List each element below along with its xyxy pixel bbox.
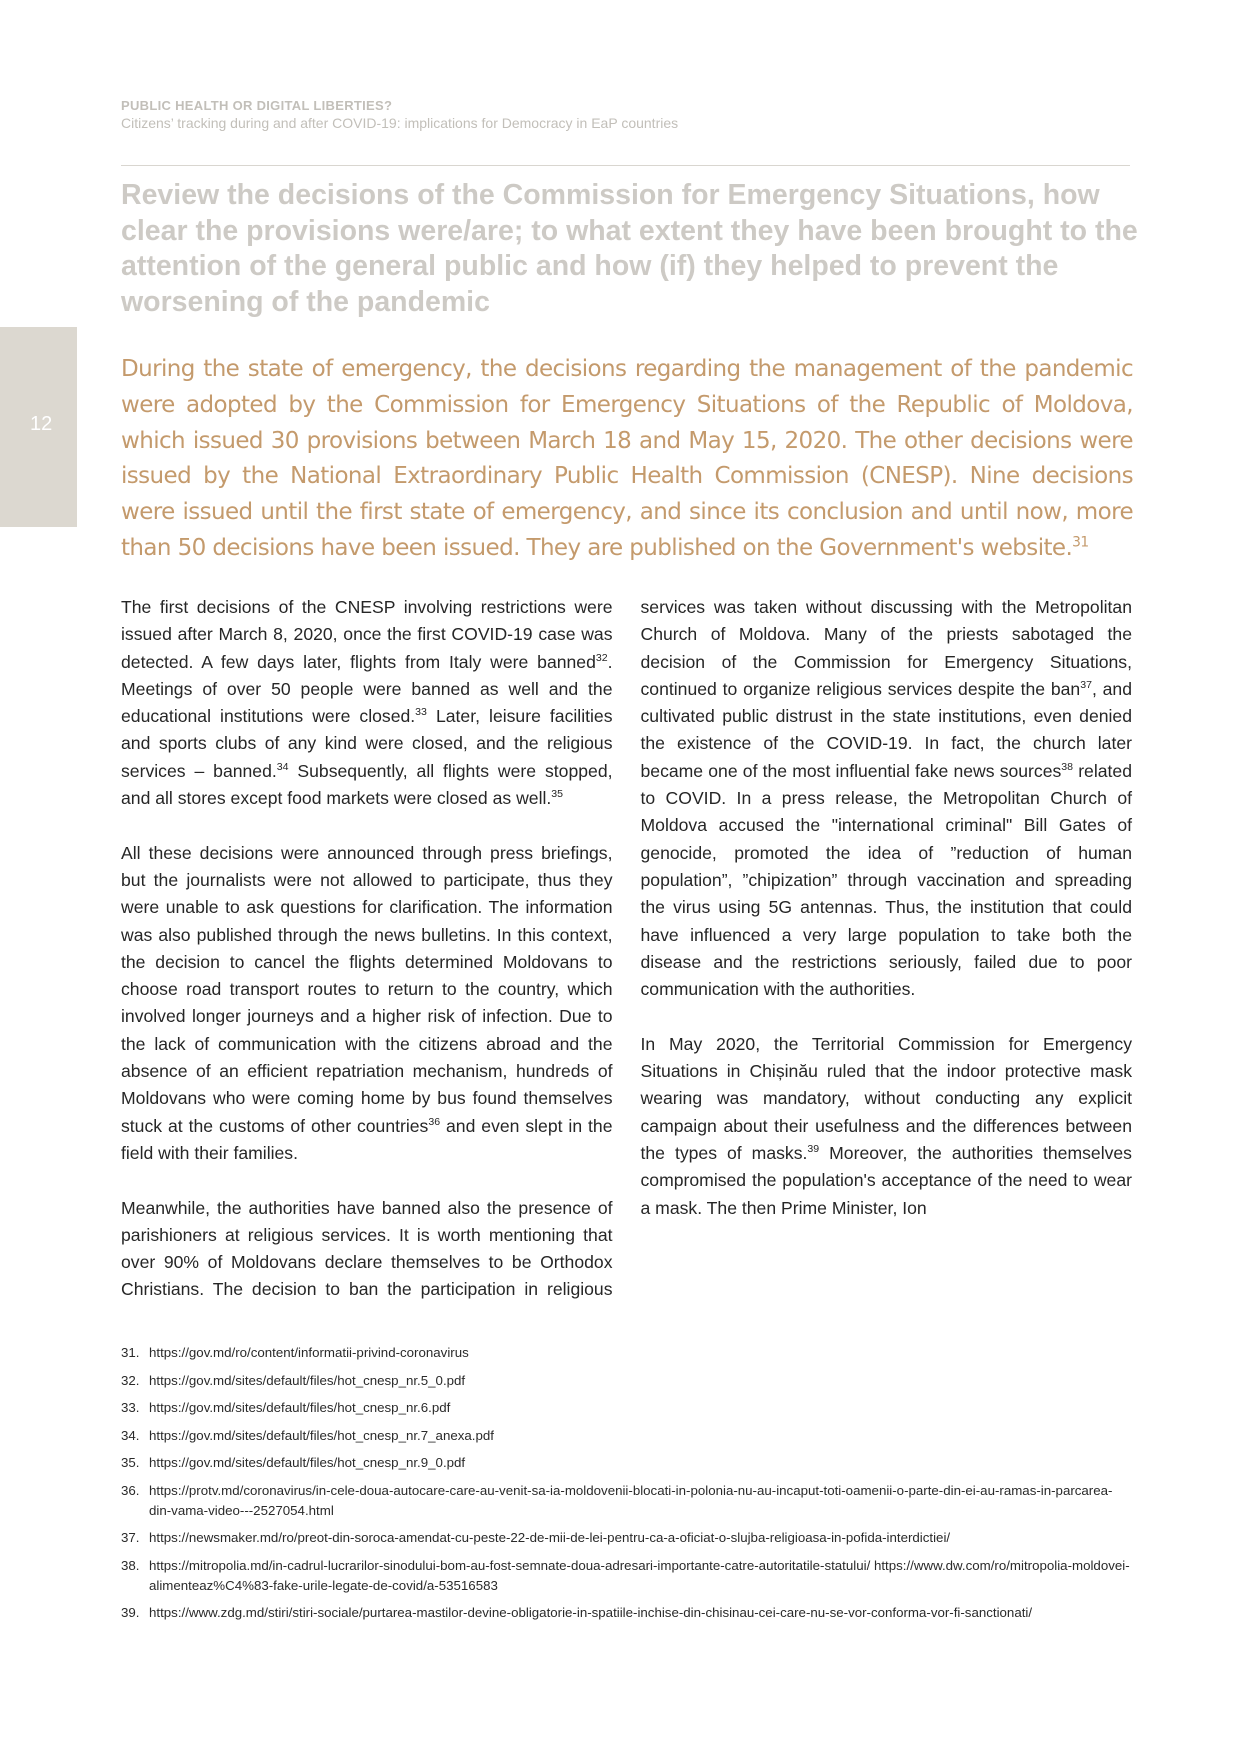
running-header (121, 98, 1131, 132)
body-text: . Meetings of over 50 people were banned as well and the educational institutions were closed. (121, 651, 613, 727)
footnote-ref: 31 (1072, 534, 1089, 551)
body-text: Subsequently, all flights were stopped, and all stores except food markets were closed as well. (121, 760, 613, 809)
footnote-number: 33. (121, 1400, 140, 1415)
footnote-link[interactable]: https://mitropolia.md/in-cadrul-lucrarilor-sinodului-bom-au-fost-semnate-doua-adresari-importante-catre-autoritatile-statului/ https://www.dw.com/ro/mitropolia-moldovei-alimenteaz%C4%83-fake-urile-legate-de-covid/a-53516583 (149, 1557, 1130, 1593)
intro-paragraph (121, 352, 1133, 567)
body-text: Later, leisure facilities and sports clubs of any kind were closed, and the religious services – banned. (121, 706, 613, 781)
footnote-ref: 37 (1080, 679, 1092, 692)
footnote-number: 32. (121, 1372, 140, 1388)
body-text: Moreover, the authorities themselves compromised the population's acceptance of the need to wear a mask. The then Prime Minister, Ion (640, 1142, 1132, 1218)
footnote-item (121, 1528, 1131, 1548)
footnote-item (121, 1343, 1131, 1363)
footnote-number: 37. (121, 1530, 140, 1545)
footnote-link[interactable]: https://protv.md/coronavirus/in-cele-doua-autocare-care-au-venit-sa-ia-moldovenii-blocati-in-polonia-nu-au-incaput-toti-oamenii-o-parte-din-ei-au-ramas-in-parcarea-din-vama-video---2527054.html (149, 1482, 1113, 1518)
footnote-number: 31. (121, 1345, 140, 1360)
body-text: The first decisions of the CNESP involving restrictions were issued after March 8, 2020, once the first COVID-19 case was detected. A few days later, flights from Italy were banned (121, 597, 613, 672)
footnote-item (121, 1481, 1131, 1521)
footnote-number: 35. (121, 1455, 140, 1470)
footnote-ref: 32 (595, 651, 608, 664)
footnote-number: 34. (121, 1427, 140, 1443)
page-number: 12 (30, 413, 53, 435)
header-subtitle: Citizens’ tracking during and after COVID-19: implications for Democracy in EaP countries (121, 115, 679, 131)
body-text: In May 2020, the Territorial Commission for Emergency Situations in Chișinău ruled that the indoor protective mask wearing was mandatory, without conducting any explicit campaign about their usefulness and the differences between the types of masks. (640, 1033, 1132, 1163)
footnote-ref: 39 (807, 1143, 820, 1156)
footnote-link[interactable]: https://newsmaker.md/ro/preot-din-soroca-amendat-cu-peste-22-de-mii-de-lei-pentru-ca-a-oficiat-o-slujba-religioasa-in-pofida-interdictiei/ (149, 1530, 951, 1545)
body-text: related to COVID. In a press release, the Metropolitan Church of Moldova accused the "international criminal" Bill Gates of genocide, promoted the idea of ”reduction of human population”, ”chipization” through vaccination and spreading the virus using 5G antennas. Thus, the institution that could have influenced a very large population to take both the disease and the restrictions seriously, failed due to poor communication with the authorities. (640, 760, 1132, 1000)
body-text: and even slept in the field with their families. (121, 1115, 613, 1163)
footnote-link[interactable]: https://www.zdg.md/stiri/stiri-sociale/purtarea-mastilor-devine-obligatorie-in-spatiile-inchise-din-chisinau-cei-care-nu-se-vor-conforma-vor-fi-sanctionati/ (149, 1605, 1033, 1620)
body-paragraph (121, 594, 613, 812)
footnote-item (121, 1453, 1131, 1473)
header-divider (121, 165, 1130, 166)
footnote-link[interactable]: https://gov.md/sites/default/files/hot_cnesp_nr.5_0.pdf (149, 1372, 466, 1388)
intro-text: During the state of emergency, the decisions regarding the management of the pandemic were adopted by the Commission for Emergency Situations of the Republic of Moldova, which issued 30 provisions between March 18 and May 15, 2020. The other decisions were issued by the National Extraordinary Public Health Commission (CNESP). Nine decisions were issued until the first state of emergency, and since its conclusion and until now, more than 50 decisions have been issued. They are published on the Government's website. (121, 356, 1133, 561)
body-columns (121, 594, 1132, 1304)
footnote-item (121, 1426, 1131, 1446)
footnote-ref: 36 (428, 1115, 441, 1128)
body-paragraph (121, 840, 613, 1168)
footnote-item (121, 1371, 1131, 1391)
body-paragraph (641, 1031, 1133, 1222)
footnote-link[interactable]: https://gov.md/ro/content/informatii-privind-coronavirus (149, 1345, 469, 1360)
footnotes-list (121, 1343, 1131, 1631)
footnote-item (121, 1398, 1131, 1418)
footnote-number: 38. (121, 1557, 140, 1573)
footnote-ref: 38 (1061, 760, 1074, 773)
footnote-ref: 34 (276, 760, 289, 773)
body-text: Meanwhile, the authorities have banned also the presence of parishioners at religious services. It is worth mentioning that over 90% of Moldovans declare themselves to be Orthodox Christians. The decision to ban the participation in religious services was taken without discussing with the Metropolitan Church of Moldova. Many of the priests sabotaged the decision of the Commission for Emergency Situations, continued to organize religious services despite the ban (121, 597, 1132, 1300)
body-text: All these decisions were announced through press briefings, but the journalists were not allowed to participate, thus they were unable to ask questions for clarification. The information was also published through the news bulletins. In this context, the decision to cancel the flights determined Moldovans to choose road transport routes to return to the country, which involved longer journeys and a higher risk of infection. Due to the lack of communication with the citizens abroad and the absence of an efficient repatriation mechanism, hundreds of Moldovans who were coming home by bus found themselves stuck at the customs of other countries (121, 842, 613, 1136)
footnote-number: 39. (121, 1605, 140, 1620)
footnote-item (121, 1603, 1131, 1623)
footnote-number: 36. (121, 1482, 140, 1498)
footnote-ref: 33 (415, 706, 427, 719)
footnote-item (121, 1556, 1131, 1596)
header-title: PUBLIC HEALTH OR DIGITAL LIBERTIES? (121, 98, 393, 113)
footnote-ref: 35 (551, 788, 564, 801)
footnote-link[interactable]: https://gov.md/sites/default/files/hot_cnesp_nr.7_anexa.pdf (149, 1427, 494, 1443)
footnote-link[interactable]: https://gov.md/sites/default/files/hot_cnesp_nr.9_0.pdf (149, 1455, 466, 1470)
body-text: , and cultivated public distrust in the state institutions, even denied the existence of the COVID-19. In fact, the church later became one of the most influential fake news sources (640, 678, 1132, 781)
footnote-link[interactable]: https://gov.md/sites/default/files/hot_cnesp_nr.6.pdf (149, 1400, 451, 1415)
section-heading: Review the decisions of the Commission for Emergency Situations, how clear the provisions were/are; to what extent they have been brought to the attention of the general public and how (if) they helped to prevent the worsening of the pandemic (121, 179, 1138, 318)
